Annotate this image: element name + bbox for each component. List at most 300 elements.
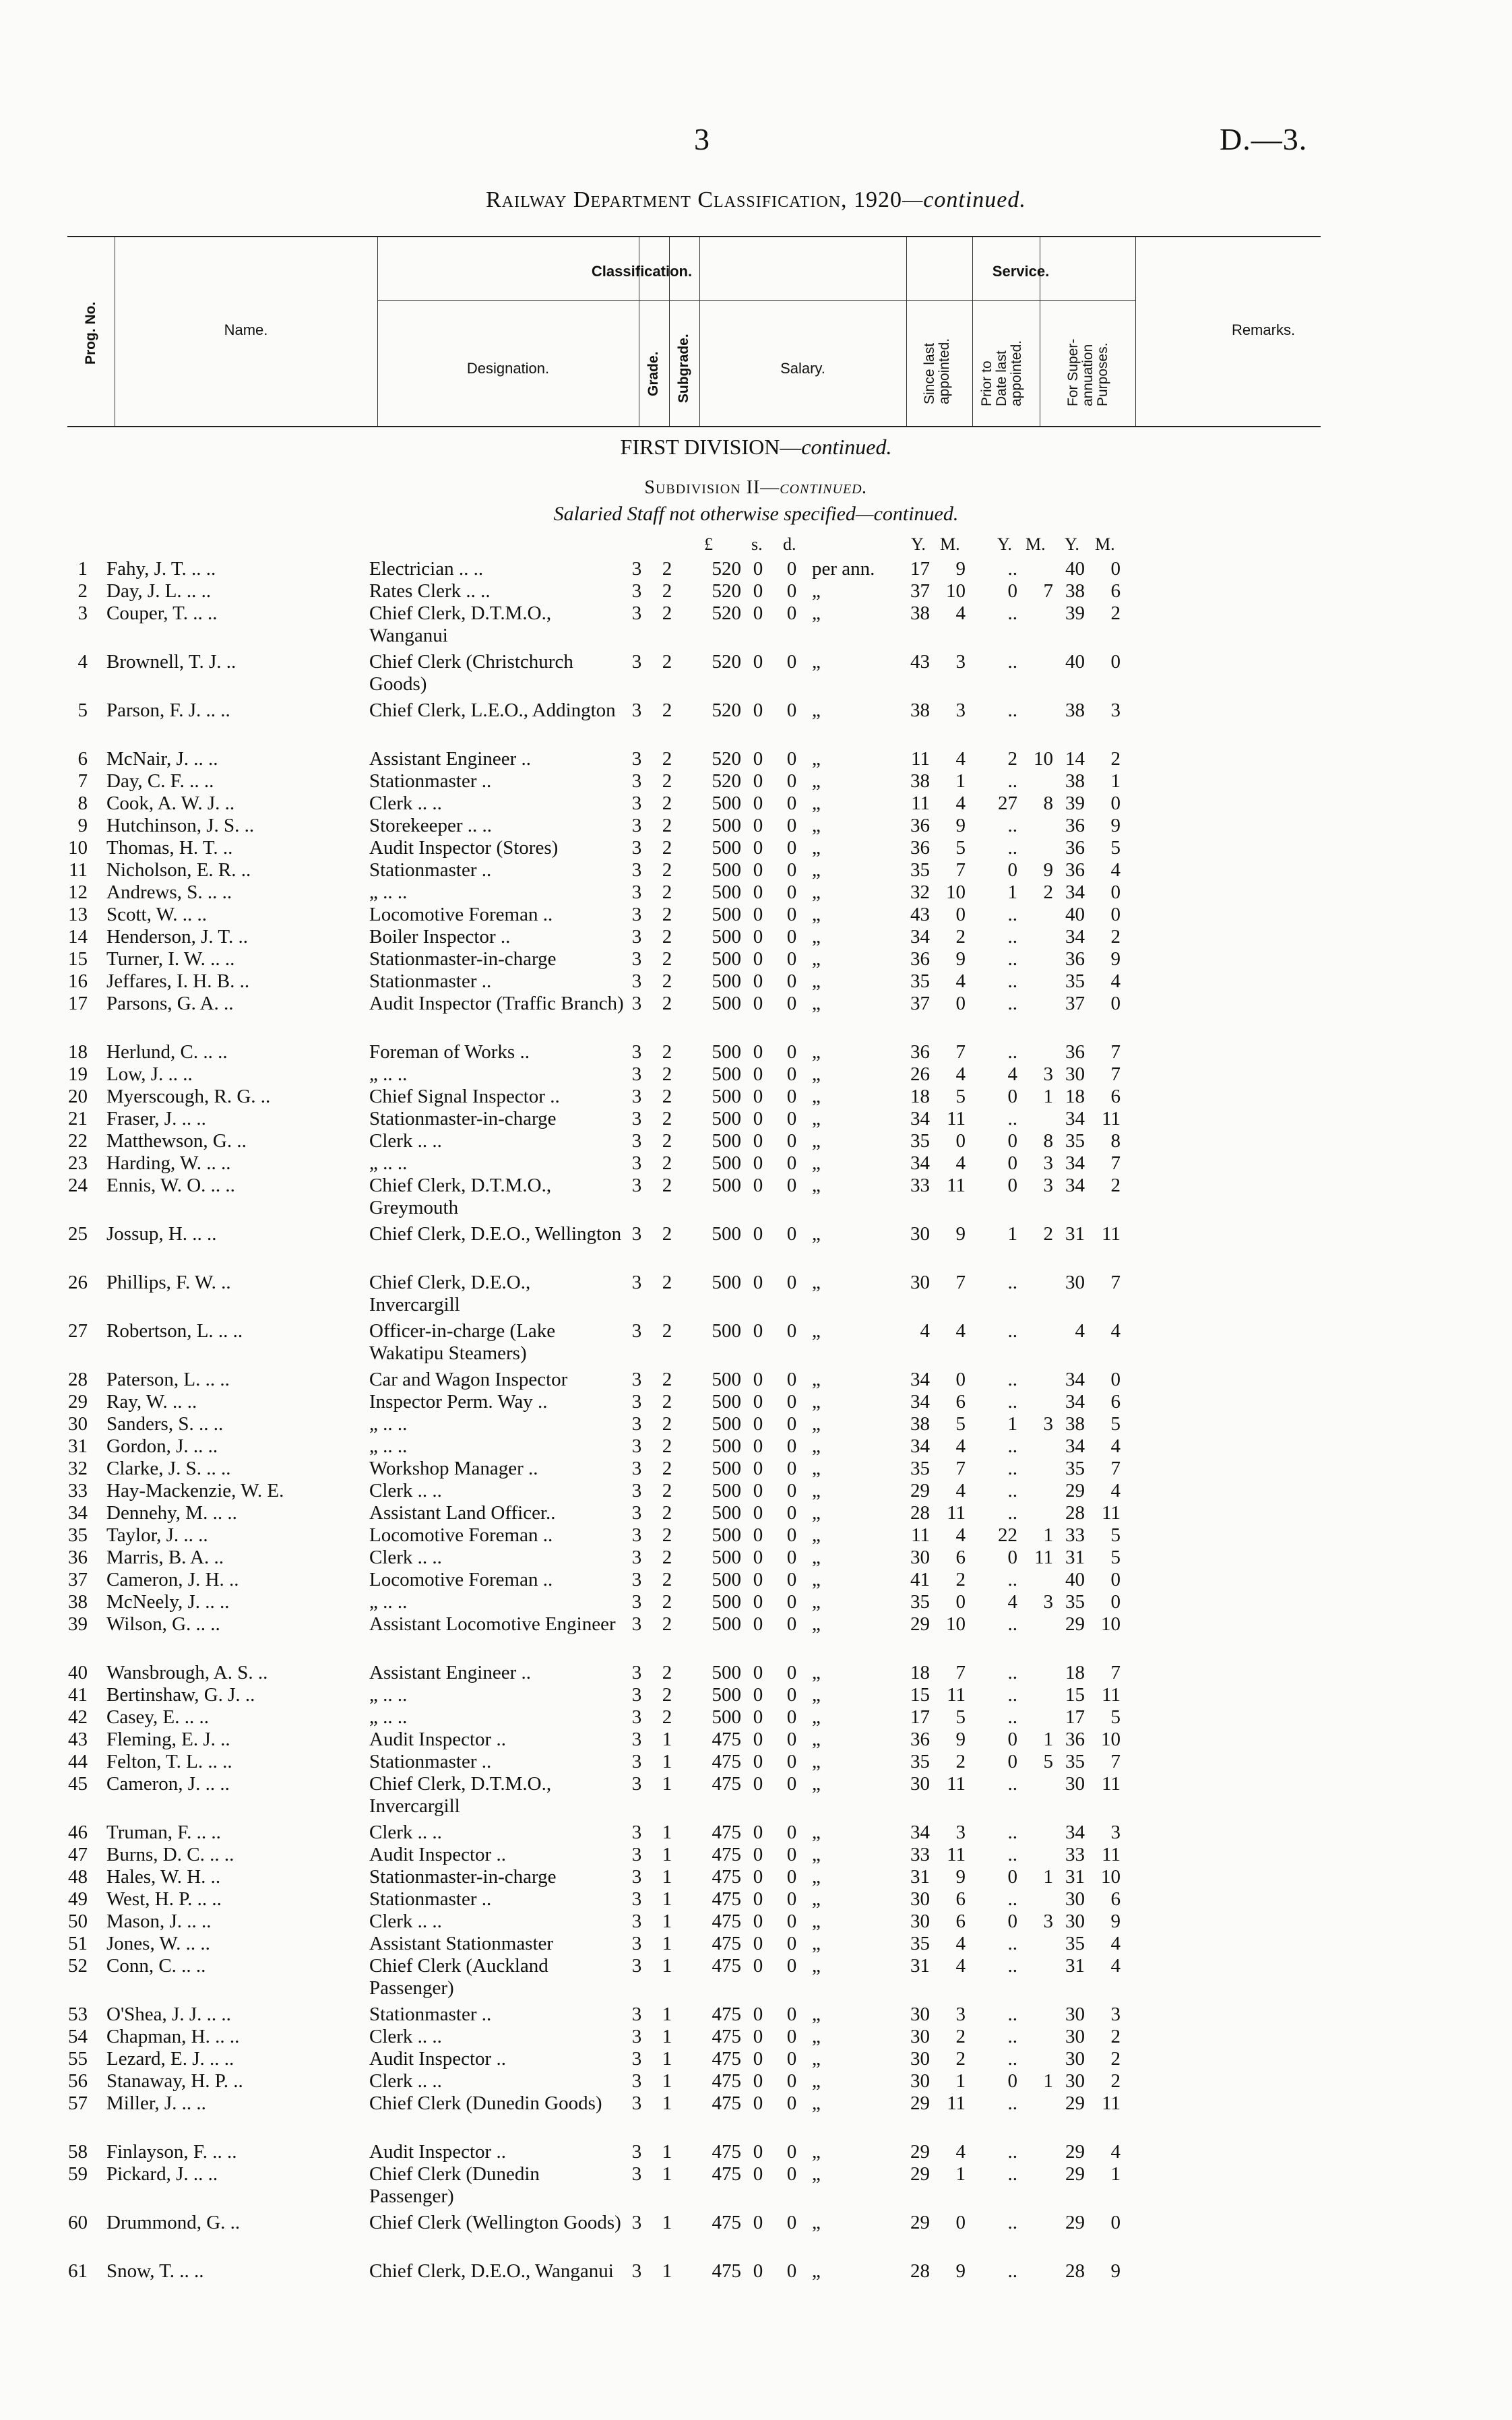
header-since-last: Since last appointed.: [922, 338, 952, 404]
prior-years: ..: [1007, 1480, 1017, 1501]
staff-name: Pickard, J. .. ..: [106, 2163, 218, 2185]
grade: 3: [631, 1524, 642, 1546]
super-years: 30: [1065, 1063, 1085, 1085]
prior-years: ..: [1007, 602, 1017, 624]
prior-years: ..: [1007, 2141, 1017, 2163]
prior-months: 8: [1043, 1130, 1053, 1152]
staff-name: Stanaway, H. P. ..: [106, 2070, 243, 2092]
subgrade: 2: [662, 651, 672, 673]
prog-number: 39: [68, 1613, 88, 1635]
prior-months: 1: [1043, 1729, 1053, 1750]
table-row: [0, 651, 1512, 695]
unit-months: M.: [940, 534, 960, 554]
prog-number: 42: [68, 1706, 88, 1728]
salary-pence: 0: [786, 1684, 797, 1706]
subgrade: 2: [662, 1435, 672, 1457]
prog-number: 41: [68, 1684, 88, 1706]
since-years: 30: [910, 1223, 930, 1245]
salary-period: per ann.: [812, 558, 875, 580]
salary-shillings: 0: [753, 2212, 763, 2233]
prior-years: ..: [1007, 1041, 1017, 1063]
salary-shillings: 0: [753, 602, 763, 624]
super-years: 40: [1065, 651, 1085, 673]
grade: 3: [631, 2004, 642, 2025]
subgrade: 1: [662, 2048, 672, 2070]
salary-pounds: 500: [712, 1391, 741, 1413]
since-months: 1: [955, 2070, 966, 2092]
salary-pounds: 475: [712, 1866, 741, 1888]
subgrade: 1: [662, 1844, 672, 1865]
salary-shillings: 0: [753, 1063, 763, 1085]
subgrade: 2: [662, 1502, 672, 1524]
table-row: [0, 2026, 1512, 2048]
subgrade: 2: [662, 1272, 672, 1293]
salary-pence: 0: [786, 1130, 797, 1152]
prior-years: ..: [1007, 1706, 1017, 1728]
since-months: 6: [955, 1391, 966, 1413]
salary-shillings: 0: [753, 1662, 763, 1683]
staff-name: Nicholson, E. R. ..: [106, 859, 251, 881]
salary-pounds: 475: [712, 2141, 741, 2163]
salary-period: „: [812, 1822, 821, 1843]
prior-years: ..: [1007, 2092, 1017, 2114]
subgrade: 1: [662, 2070, 672, 2092]
since-months: 0: [955, 1130, 966, 1152]
super-months: 3: [1110, 2004, 1121, 2025]
prior-years: ..: [1007, 2212, 1017, 2233]
staff-name: Day, C. F. .. ..: [106, 770, 214, 792]
prog-number: 4: [77, 651, 88, 673]
salary-period: „: [812, 859, 821, 881]
prog-number: 60: [68, 2212, 88, 2233]
designation: Chief Clerk, D.E.O., Wanganui: [369, 2260, 614, 2282]
salary-shillings: 0: [753, 904, 763, 925]
prior-years: 0: [1007, 2070, 1017, 2092]
prior-years: ..: [1007, 904, 1017, 925]
subgrade: 1: [662, 2026, 672, 2047]
super-years: 31: [1065, 1955, 1085, 1977]
since-years: 34: [910, 1108, 930, 1129]
designation: Locomotive Foreman ..: [369, 1569, 553, 1590]
subgrade: 2: [662, 993, 672, 1014]
staff-name: Cameron, J. H. ..: [106, 1569, 239, 1590]
subgrade: 2: [662, 1130, 672, 1152]
staff-name: Parson, F. J. .. ..: [106, 700, 230, 721]
subgrade: 2: [662, 1391, 672, 1413]
subgrade: 2: [662, 815, 672, 836]
table-row: [0, 1569, 1512, 1591]
salary-shillings: 0: [753, 1773, 763, 1795]
super-years: 34: [1065, 1175, 1085, 1196]
salary-pence: 0: [786, 1822, 797, 1843]
designation: Inspector Perm. Way ..: [369, 1391, 548, 1413]
table-row: [0, 993, 1512, 1037]
salary-pence: 0: [786, 904, 797, 925]
salary-pounds: 520: [712, 748, 741, 770]
since-months: 11: [947, 2092, 966, 2114]
salary-pence: 0: [786, 1662, 797, 1683]
salary-shillings: 0: [753, 1844, 763, 1865]
super-months: 10: [1101, 1613, 1121, 1635]
table-row: [0, 1086, 1512, 1108]
since-months: 3: [955, 1822, 966, 1843]
prior-years: ..: [1007, 770, 1017, 792]
subgrade: 2: [662, 1547, 672, 1568]
since-months: 2: [955, 2048, 966, 2070]
salary-period: „: [812, 1152, 821, 1174]
super-months: 4: [1110, 1933, 1121, 1954]
prior-years: ..: [1007, 2260, 1017, 2282]
since-years: 4: [920, 1320, 930, 1342]
grade: 3: [631, 1130, 642, 1152]
super-months: 5: [1110, 1547, 1121, 1568]
designation: Audit Inspector (Traffic Branch): [369, 993, 624, 1014]
salary-pence: 0: [786, 580, 797, 602]
super-years: 30: [1065, 2070, 1085, 2092]
since-years: 30: [910, 1272, 930, 1293]
salary-shillings: 0: [753, 1751, 763, 1772]
designation: Stationmaster-in-charge: [369, 948, 557, 970]
designation: „ .. ..: [369, 1706, 408, 1728]
subgrade: 2: [662, 1041, 672, 1063]
super-months: 4: [1110, 1320, 1121, 1342]
table-row: [0, 2048, 1512, 2070]
grade: 3: [631, 1844, 642, 1865]
salary-period: „: [812, 580, 821, 602]
grade: 3: [631, 1662, 642, 1683]
salary-pounds: 500: [712, 1369, 741, 1390]
since-months: 3: [955, 651, 966, 673]
salary-period: „: [812, 2004, 821, 2025]
super-years: 37: [1065, 993, 1085, 1014]
super-months: 3: [1110, 1822, 1121, 1843]
super-years: 30: [1065, 1773, 1085, 1795]
prog-number: 1: [77, 558, 88, 580]
table-row: [0, 558, 1512, 580]
salary-pounds: 500: [712, 1435, 741, 1457]
salary-pence: 0: [786, 1933, 797, 1954]
salary-period: „: [812, 1955, 821, 1977]
salary-pounds: 500: [712, 1613, 741, 1635]
super-years: 35: [1065, 1751, 1085, 1772]
subgrade: 1: [662, 2163, 672, 2185]
staff-name: Wansbrough, A. S. ..: [106, 1662, 268, 1683]
grade: 3: [631, 2026, 642, 2047]
prog-number: 28: [68, 1369, 88, 1390]
page-title: [0, 187, 1512, 213]
subgrade: 2: [662, 1152, 672, 1174]
table-row: [0, 1547, 1512, 1569]
document-reference: D.—3.: [1220, 122, 1308, 156]
since-months: 2: [955, 2026, 966, 2047]
salary-pence: 0: [786, 1591, 797, 1613]
table-row: [0, 2092, 1512, 2137]
designation: Chief Signal Inspector ..: [369, 1086, 560, 1107]
salary-pounds: 475: [712, 2163, 741, 2185]
subgrade: 2: [662, 700, 672, 721]
salary-pounds: 500: [712, 1108, 741, 1129]
salary-period: „: [812, 1684, 821, 1706]
since-months: 9: [955, 558, 966, 580]
since-years: 36: [910, 948, 930, 970]
salary-period: „: [812, 1458, 821, 1479]
prior-years: ..: [1007, 1391, 1017, 1413]
salary-period: „: [812, 993, 821, 1014]
staff-name: Brownell, T. J. ..: [106, 651, 237, 673]
since-years: 30: [910, 1773, 930, 1795]
grade: 3: [631, 580, 642, 602]
since-months: 2: [955, 926, 966, 948]
page-number: 3: [694, 122, 710, 156]
subgrade: 2: [662, 1591, 672, 1613]
salary-period: „: [812, 1613, 821, 1635]
staff-name: Andrews, S. .. ..: [106, 881, 232, 903]
subgrade: 2: [662, 1706, 672, 1728]
grade: 3: [631, 2141, 642, 2163]
since-years: 35: [910, 970, 930, 992]
prior-months: 1: [1043, 1086, 1053, 1107]
since-months: 10: [946, 580, 966, 602]
salary-pence: 0: [786, 1613, 797, 1635]
table-row: [0, 815, 1512, 837]
subgrade: 2: [662, 580, 672, 602]
prior-years: ..: [1007, 993, 1017, 1014]
since-months: 11: [947, 1175, 966, 1196]
staff-name: Phillips, F. W. ..: [106, 1272, 231, 1293]
super-years: 40: [1065, 1569, 1085, 1590]
unit-years: Y.: [911, 534, 926, 554]
grade: 3: [631, 651, 642, 673]
since-months: 4: [955, 1524, 966, 1546]
grade: 3: [631, 1822, 642, 1843]
super-years: 29: [1065, 2163, 1085, 2185]
subgrade: 2: [662, 948, 672, 970]
staff-name: Cook, A. W. J. ..: [106, 793, 235, 814]
prior-years: ..: [1007, 1369, 1017, 1390]
super-months: 5: [1110, 1413, 1121, 1435]
prior-years: ..: [1007, 700, 1017, 721]
since-months: 0: [955, 2212, 966, 2233]
salary-period: „: [812, 1108, 821, 1129]
prog-number: 48: [68, 1866, 88, 1888]
salary-pence: 0: [786, 748, 797, 770]
prior-years: 0: [1007, 580, 1017, 602]
since-years: 35: [910, 859, 930, 881]
salary-pence: 0: [786, 1152, 797, 1174]
prior-years: 0: [1007, 1866, 1017, 1888]
designation: Chief Clerk (Dunedin Passenger): [369, 2163, 540, 2207]
salary-pounds: 500: [712, 859, 741, 881]
super-years: 34: [1065, 881, 1085, 903]
super-years: 40: [1065, 904, 1085, 925]
staff-name: Wilson, G. .. ..: [106, 1613, 220, 1635]
salary-shillings: 0: [753, 926, 763, 948]
staff-name: Bertinshaw, G. J. ..: [106, 1684, 255, 1706]
super-months: 0: [1110, 558, 1121, 580]
staff-name: Parsons, G. A. ..: [106, 993, 234, 1014]
table-row: [0, 1480, 1512, 1502]
prog-number: 2: [77, 580, 88, 602]
salary-pence: 0: [786, 770, 797, 792]
prog-number: 43: [68, 1729, 88, 1750]
salary-pence: 0: [786, 2260, 797, 2282]
since-years: 31: [910, 1866, 930, 1888]
table-row: [0, 859, 1512, 881]
designation: Chief Clerk, D.T.M.O., Wanganui: [369, 602, 552, 646]
salary-shillings: 0: [753, 2026, 763, 2047]
prior-months: 9: [1043, 859, 1053, 881]
since-years: 35: [910, 1751, 930, 1772]
grade: 3: [631, 859, 642, 881]
division-continued: continued.: [801, 435, 892, 459]
prior-years: 22: [998, 1524, 1017, 1546]
staff-name: Drummond, G. ..: [106, 2212, 241, 2233]
salary-shillings: 0: [753, 1435, 763, 1457]
super-months: 3: [1110, 700, 1121, 721]
designation: Chief Clerk, D.E.O., Wellington: [369, 1223, 622, 1245]
salary-pounds: 475: [712, 2004, 741, 2025]
super-months: 0: [1110, 993, 1121, 1014]
designation: Stationmaster ..: [369, 770, 492, 792]
salary-period: „: [812, 1844, 821, 1865]
designation: Stationmaster-in-charge: [369, 1866, 557, 1888]
salary-period: „: [812, 1547, 821, 1568]
prog-number: 31: [68, 1435, 88, 1457]
salary-pence: 0: [786, 1108, 797, 1129]
designation: Boiler Inspector ..: [369, 926, 511, 948]
designation: Assistant Engineer ..: [369, 748, 532, 770]
since-months: 9: [955, 948, 966, 970]
salary-shillings: 0: [753, 1175, 763, 1196]
prog-number: 40: [68, 1662, 88, 1683]
since-years: 43: [910, 904, 930, 925]
prog-number: 8: [77, 793, 88, 814]
table-row: [0, 837, 1512, 859]
salary-pounds: 475: [712, 1955, 741, 1977]
salary-shillings: 0: [753, 700, 763, 721]
grade: 3: [631, 1547, 642, 1568]
salary-pounds: 500: [712, 1524, 741, 1546]
salary-period: „: [812, 1706, 821, 1728]
salary-shillings: 0: [753, 2092, 763, 2114]
salary-shillings: 0: [753, 1911, 763, 1932]
grade: 3: [631, 1773, 642, 1795]
designation: Chief Clerk (Wellington Goods): [369, 2212, 621, 2233]
designation: Rates Clerk .. ..: [369, 580, 491, 602]
since-years: 30: [910, 2026, 930, 2047]
subgrade: 2: [662, 1108, 672, 1129]
grade: 3: [631, 881, 642, 903]
salary-pounds: 475: [712, 1933, 741, 1954]
prior-years: ..: [1007, 1272, 1017, 1293]
grade: 3: [631, 1569, 642, 1590]
staff-name: Myerscough, R. G. ..: [106, 1086, 271, 1107]
since-months: 4: [955, 1955, 966, 1977]
super-months: 1: [1110, 770, 1121, 792]
grade: 3: [631, 1391, 642, 1413]
designation: Assistant Engineer ..: [369, 1662, 532, 1683]
salary-pence: 0: [786, 1751, 797, 1772]
salary-period: „: [812, 1391, 821, 1413]
salary-pence: 0: [786, 1911, 797, 1932]
grade: 3: [631, 1413, 642, 1435]
salary-pounds: 500: [712, 1175, 741, 1196]
prior-months: 3: [1043, 1413, 1053, 1435]
unit-pound: £: [704, 534, 713, 554]
grade: 3: [631, 602, 642, 624]
subgrade: 1: [662, 1866, 672, 1888]
super-years: 29: [1065, 1613, 1085, 1635]
salary-period: „: [812, 1933, 821, 1954]
salary-pounds: 500: [712, 1706, 741, 1728]
grade: 3: [631, 1063, 642, 1085]
table-row: [0, 2163, 1512, 2208]
salary-pence: 0: [786, 1569, 797, 1590]
super-years: 36: [1065, 859, 1085, 881]
salary-pence: 0: [786, 2048, 797, 2070]
salary-pence: 0: [786, 926, 797, 948]
salary-pounds: 520: [712, 651, 741, 673]
prior-years: ..: [1007, 1684, 1017, 1706]
table-row: [0, 1955, 1512, 1999]
salary-pence: 0: [786, 970, 797, 992]
prior-years: 4: [1007, 1591, 1017, 1613]
prior-years: ..: [1007, 1844, 1017, 1865]
prior-years: ..: [1007, 1933, 1017, 1954]
salary-shillings: 0: [753, 970, 763, 992]
salary-pence: 0: [786, 2141, 797, 2163]
salary-shillings: 0: [753, 1613, 763, 1635]
prior-years: ..: [1007, 2163, 1017, 2185]
prior-months: 2: [1043, 1223, 1053, 1245]
prog-number: 22: [68, 1130, 88, 1152]
prog-number: 5: [77, 700, 88, 721]
table-row: [0, 904, 1512, 926]
super-months: 7: [1110, 1751, 1121, 1772]
designation: Electrician .. ..: [369, 558, 484, 580]
staff-name: Hales, W. H. ..: [106, 1866, 221, 1888]
designation: „ .. ..: [369, 1435, 408, 1457]
designation: Audit Inspector (Stores): [369, 837, 559, 859]
since-years: 30: [910, 1911, 930, 1932]
grade: 3: [631, 793, 642, 814]
salary-pounds: 500: [712, 904, 741, 925]
designation: „ .. ..: [369, 1591, 408, 1613]
super-months: 7: [1110, 1041, 1121, 1063]
grade: 3: [631, 2212, 642, 2233]
prior-months: 11: [1034, 1547, 1053, 1568]
salary-pence: 0: [786, 1480, 797, 1501]
salary-period: „: [812, 1591, 821, 1613]
salary-shillings: 0: [753, 793, 763, 814]
prior-years: ..: [1007, 1888, 1017, 1910]
super-months: 4: [1110, 1480, 1121, 1501]
super-months: 2: [1110, 1175, 1121, 1196]
super-months: 4: [1110, 1435, 1121, 1457]
since-months: 6: [955, 1547, 966, 1568]
designation: Chief Clerk (Auckland Passenger): [369, 1955, 548, 1999]
table-row: [0, 2260, 1512, 2305]
salary-period: „: [812, 1569, 821, 1590]
prior-years: 0: [1007, 1130, 1017, 1152]
prior-years: ..: [1007, 1569, 1017, 1590]
grade: 3: [631, 1152, 642, 1174]
salary-shillings: 0: [753, 2048, 763, 2070]
super-months: 2: [1110, 926, 1121, 948]
salary-period: „: [812, 2141, 821, 2163]
prog-number: 47: [68, 1844, 88, 1865]
salary-shillings: 0: [753, 815, 763, 836]
